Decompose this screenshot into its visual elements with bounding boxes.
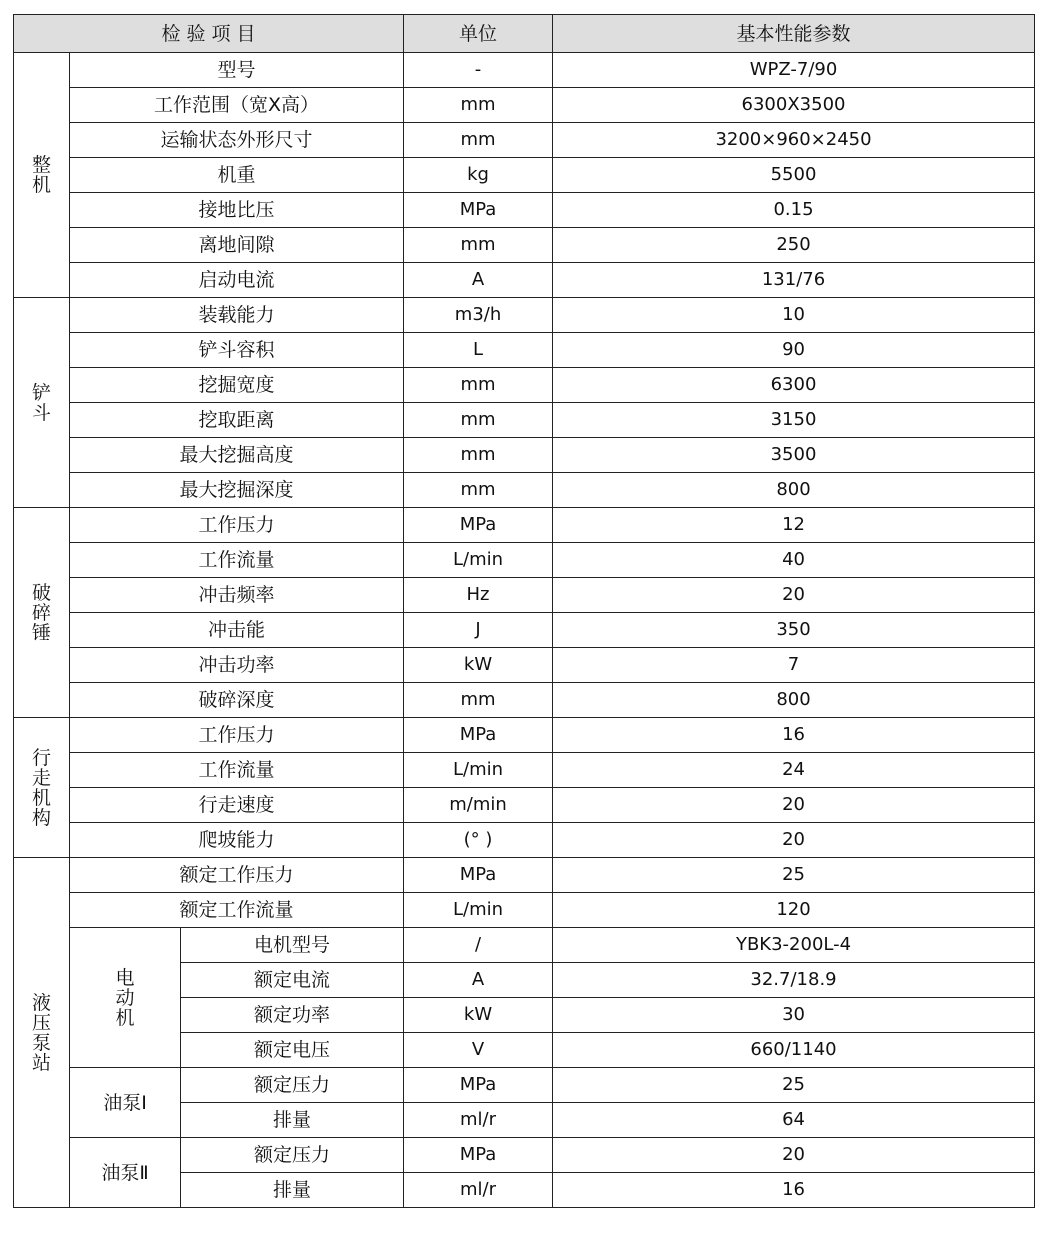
item-name: 额定工作压力 <box>70 858 404 893</box>
table-row <box>14 613 1035 648</box>
table-row <box>14 543 1035 578</box>
item-name: 额定电流 <box>181 963 404 998</box>
item-value: 40 <box>553 543 1035 578</box>
table-row <box>14 788 1035 823</box>
table-row <box>14 438 1035 473</box>
item-unit: kg <box>404 158 553 193</box>
item-name: 最大挖掘高度 <box>70 438 404 473</box>
item-value: 3200×960×2450 <box>553 123 1035 158</box>
item-value: 30 <box>553 998 1035 1033</box>
item-unit: m/min <box>404 788 553 823</box>
item-name: 破碎深度 <box>70 683 404 718</box>
item-value: 24 <box>553 753 1035 788</box>
table-row <box>14 403 1035 438</box>
table-row <box>14 648 1035 683</box>
table-row <box>14 718 1035 753</box>
subgroup-pump2-label: 油泵Ⅱ <box>70 1138 181 1208</box>
item-unit: MPa <box>404 193 553 228</box>
item-value: 64 <box>553 1103 1035 1138</box>
item-name: 最大挖掘深度 <box>70 473 404 508</box>
item-unit: - <box>404 53 553 88</box>
item-value: 120 <box>553 893 1035 928</box>
item-name: 排量 <box>181 1173 404 1208</box>
item-value: 90 <box>553 333 1035 368</box>
group-pump-station-label: 液 压 泵 站 <box>14 858 70 1208</box>
table-row <box>14 333 1035 368</box>
item-unit: mm <box>404 473 553 508</box>
item-name: 行走速度 <box>70 788 404 823</box>
item-unit: MPa <box>404 1138 553 1173</box>
table-row <box>14 893 1035 928</box>
table-row <box>14 753 1035 788</box>
item-unit: MPa <box>404 508 553 543</box>
item-name: 冲击能 <box>70 613 404 648</box>
item-name: 运输状态外形尺寸 <box>70 123 404 158</box>
item-name: 冲击功率 <box>70 648 404 683</box>
item-value: 3150 <box>553 403 1035 438</box>
item-value: 10 <box>553 298 1035 333</box>
item-name: 额定工作流量 <box>70 893 404 928</box>
item-unit: MPa <box>404 718 553 753</box>
item-name: 额定压力 <box>181 1068 404 1103</box>
table-row <box>14 298 1035 333</box>
item-unit: V <box>404 1033 553 1068</box>
item-value: 16 <box>553 1173 1035 1208</box>
item-name: 电机型号 <box>181 928 404 963</box>
spec-table <box>13 14 1035 1208</box>
item-value: 20 <box>553 1138 1035 1173</box>
table-row <box>14 228 1035 263</box>
item-unit: MPa <box>404 858 553 893</box>
item-unit: kW <box>404 648 553 683</box>
table-row <box>14 158 1035 193</box>
item-name: 机重 <box>70 158 404 193</box>
item-name: 额定压力 <box>181 1138 404 1173</box>
item-name: 爬坡能力 <box>70 823 404 858</box>
item-unit: Hz <box>404 578 553 613</box>
group-travel-label: 行 走 机 构 <box>14 718 70 858</box>
item-name: 额定功率 <box>181 998 404 1033</box>
table-row <box>14 123 1035 158</box>
group-breaker-label: 破 碎 锤 <box>14 508 70 718</box>
item-value: 25 <box>553 1068 1035 1103</box>
item-name: 启动电流 <box>70 263 404 298</box>
table-row <box>14 508 1035 543</box>
item-name: 工作压力 <box>70 718 404 753</box>
item-name: 接地比压 <box>70 193 404 228</box>
table-row <box>14 1138 1035 1173</box>
table-row <box>14 578 1035 613</box>
item-unit: mm <box>404 403 553 438</box>
table-row <box>14 263 1035 298</box>
spec-table-body <box>14 53 1035 1208</box>
item-value: 6300 <box>553 368 1035 403</box>
item-value: 660/1140 <box>553 1033 1035 1068</box>
item-unit: mm <box>404 123 553 158</box>
item-unit: MPa <box>404 1068 553 1103</box>
item-name: 工作流量 <box>70 543 404 578</box>
item-unit: ml/r <box>404 1103 553 1138</box>
table-row <box>14 53 1035 88</box>
item-value: 12 <box>553 508 1035 543</box>
item-value: 20 <box>553 788 1035 823</box>
item-name: 装载能力 <box>70 298 404 333</box>
item-value: 7 <box>553 648 1035 683</box>
item-value: 3500 <box>553 438 1035 473</box>
item-value: 800 <box>553 473 1035 508</box>
item-value: 32.7/18.9 <box>553 963 1035 998</box>
item-name: 铲斗容积 <box>70 333 404 368</box>
item-name: 冲击频率 <box>70 578 404 613</box>
item-value: 25 <box>553 858 1035 893</box>
item-value: 6300X3500 <box>553 88 1035 123</box>
item-value: WPZ-7/90 <box>553 53 1035 88</box>
item-unit: A <box>404 263 553 298</box>
item-name: 工作压力 <box>70 508 404 543</box>
item-unit: L/min <box>404 893 553 928</box>
item-value: 131/76 <box>553 263 1035 298</box>
table-row <box>14 858 1035 893</box>
item-unit: / <box>404 928 553 963</box>
item-unit: m3/h <box>404 298 553 333</box>
item-name: 工作范围（宽X高） <box>70 88 404 123</box>
item-value: YBK3-200L-4 <box>553 928 1035 963</box>
item-unit: ml/r <box>404 1173 553 1208</box>
table-row <box>14 1068 1035 1103</box>
item-unit: A <box>404 963 553 998</box>
item-unit: (° ) <box>404 823 553 858</box>
subgroup-pump1-label: 油泵Ⅰ <box>70 1068 181 1138</box>
header-item: 检 验 项 目 <box>14 15 404 53</box>
subgroup-motor-label: 电 动 机 <box>70 928 181 1068</box>
header-unit: 单位 <box>404 15 553 53</box>
item-value: 0.15 <box>553 193 1035 228</box>
item-name: 型号 <box>70 53 404 88</box>
item-value: 800 <box>553 683 1035 718</box>
table-row <box>14 88 1035 123</box>
item-name: 额定电压 <box>181 1033 404 1068</box>
table-row <box>14 683 1035 718</box>
table-row <box>14 473 1035 508</box>
item-value: 20 <box>553 823 1035 858</box>
header-param: 基本性能参数 <box>553 15 1035 53</box>
table-row <box>14 823 1035 858</box>
header-row <box>14 15 1035 53</box>
item-unit: L <box>404 333 553 368</box>
group-whole-machine-label: 整 机 <box>14 53 70 298</box>
item-unit: mm <box>404 683 553 718</box>
item-value: 16 <box>553 718 1035 753</box>
table-row <box>14 368 1035 403</box>
item-unit: L/min <box>404 753 553 788</box>
group-bucket-label: 铲 斗 <box>14 298 70 508</box>
item-unit: L/min <box>404 543 553 578</box>
item-value: 250 <box>553 228 1035 263</box>
item-value: 5500 <box>553 158 1035 193</box>
item-unit: mm <box>404 228 553 263</box>
table-row <box>14 928 1035 963</box>
item-unit: mm <box>404 438 553 473</box>
item-unit: mm <box>404 88 553 123</box>
item-unit: kW <box>404 998 553 1033</box>
item-unit: mm <box>404 368 553 403</box>
item-value: 20 <box>553 578 1035 613</box>
item-unit: J <box>404 613 553 648</box>
item-name: 挖掘宽度 <box>70 368 404 403</box>
table-row <box>14 193 1035 228</box>
item-value: 350 <box>553 613 1035 648</box>
item-name: 工作流量 <box>70 753 404 788</box>
item-name: 离地间隙 <box>70 228 404 263</box>
item-name: 排量 <box>181 1103 404 1138</box>
item-name: 挖取距离 <box>70 403 404 438</box>
